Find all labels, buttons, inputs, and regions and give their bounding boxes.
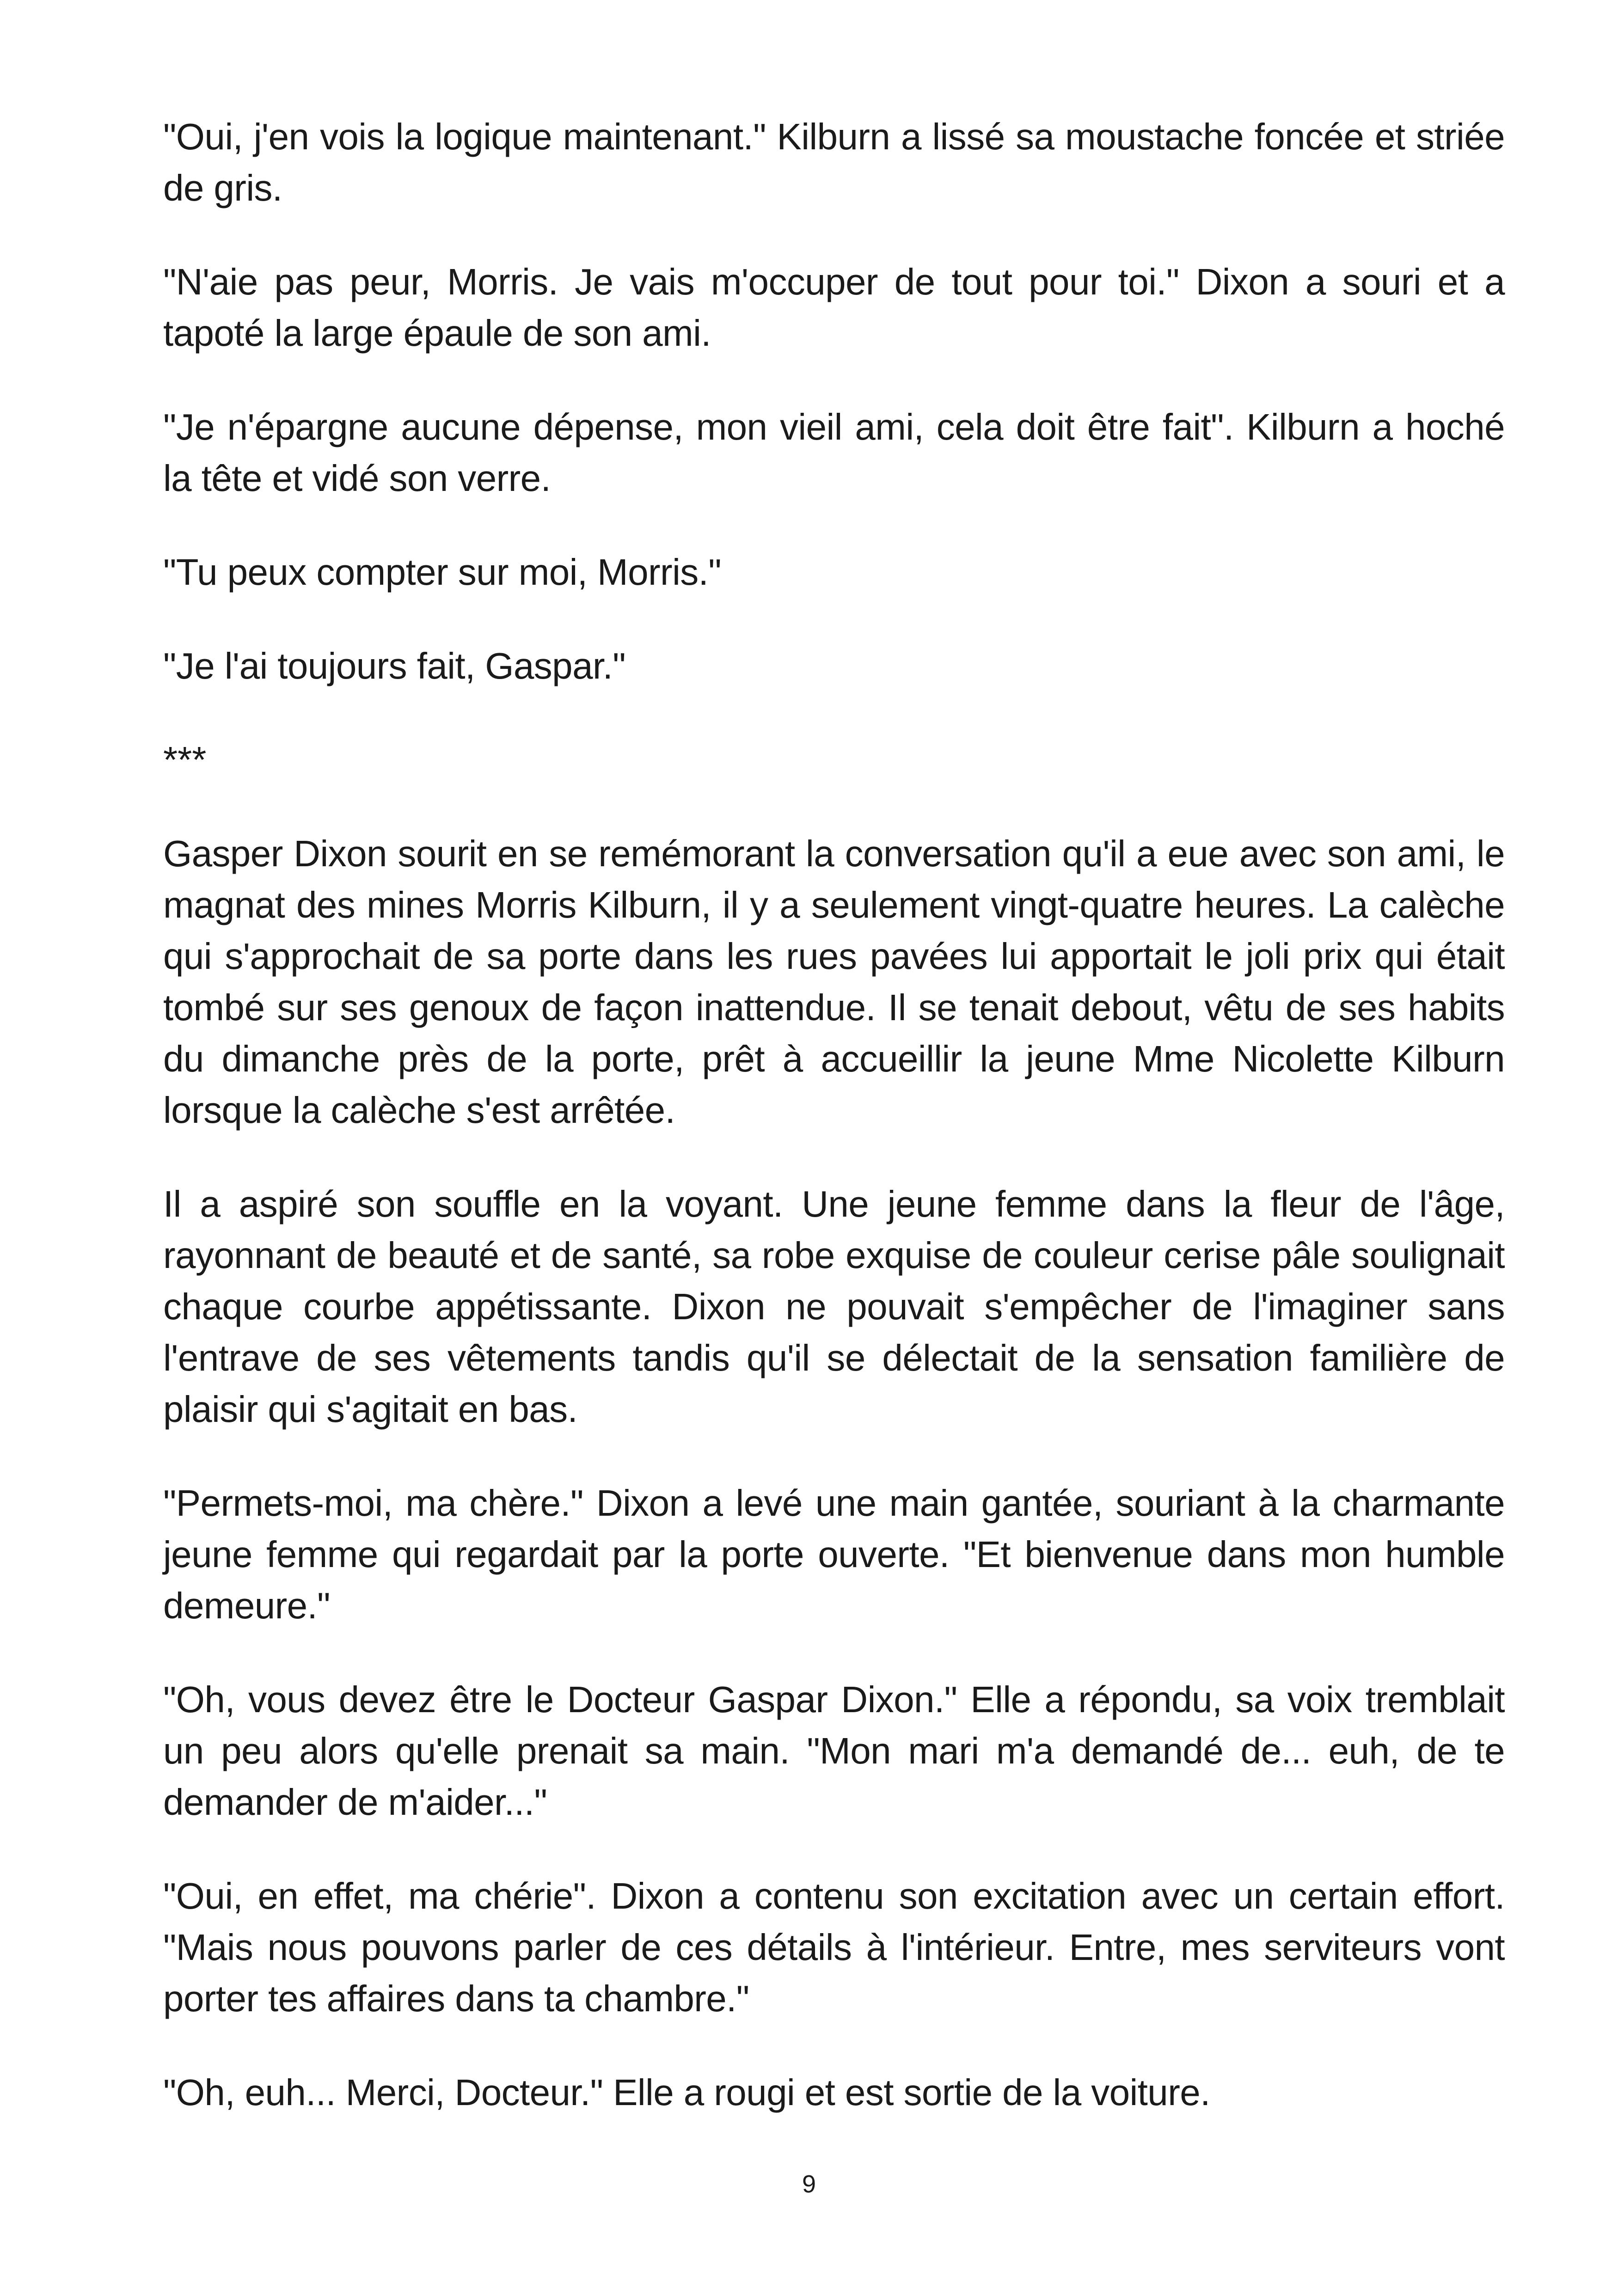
paragraph-1: "Oui, j'en vois la logique maintenant." Kilburn a lissé sa moustache foncée et striée de gris. [163, 116, 1505, 208]
paragraph-5: "Je l'ai toujours fait, Gaspar." [163, 645, 626, 686]
paragraph-3: "Je n'épargne aucune dépense, mon vieil ami, cela doit être fait". Kilburn a hoché la tête et vidé son verre. [163, 406, 1505, 499]
paragraph-4: "Tu peux compter sur moi, Morris." [163, 551, 722, 593]
paragraph-11: "Oh, euh... Merci, Docteur." Elle a rougi et est sortie de la voiture. [163, 2072, 1210, 2113]
paragraph-7: Il a aspiré son souffle en la voyant. Une jeune femme dans la fleur de l'âge, rayonnant de beauté et de santé, sa robe exquise de couleur cerise pâle soulignait chaque courbe appétissante. Dixon ne pouvait s'empêcher de l'imaginer sans l'entrave de ses vêtements tandis qu'il se délectait de la sensation familière de plaisir qui s'agitait en bas. [163, 1183, 1505, 1430]
paragraph-2: "N'aie pas peur, Morris. Je vais m'occuper de tout pour toi." Dixon a souri et a tapoté la large épaule de son ami. [163, 261, 1505, 354]
scene-separator: *** [163, 739, 207, 780]
page-number: 9 [802, 2170, 816, 2198]
paragraph-9: "Oh, vous devez être le Docteur Gaspar Dixon." Elle a répondu, sa voix tremblait un peu alors qu'elle prenait sa main. "Mon mari m'a demandé de... euh, de te demander de m'aider..." [163, 1679, 1505, 1823]
paragraph-10: "Oui, en effet, ma chérie". Dixon a contenu son excitation avec un certain effort. "Mais nous pouvons parler de ces détails à l'intérieur. Entre, mes serviteurs vont porter tes affaires dans ta chambre." [163, 1875, 1505, 2019]
paragraph-6: Gasper Dixon sourit en se remémorant la conversation qu'il a eue avec son ami, le magnat des mines Morris Kilburn, il y a seulement vingt-quatre heures. La calèche qui s'approchait de sa porte dans les rues pavées lui apportait le joli prix qui était tombé sur ses genoux de façon inattendue. Il se tenait debout, vêtu de ses habits du dimanche près de la porte, prêt à accueillir la jeune Mme Nicolette Kilburn lorsque la calèche s'est arrêtée. [163, 833, 1505, 1131]
document-page [163, 111, 1505, 2161]
paragraph-8: "Permets-moi, ma chère." Dixon a levé une main gantée, souriant à la charmante jeune femme qui regardait par la porte ouverte. "Et bienvenue dans mon humble demeure." [163, 1482, 1505, 1626]
